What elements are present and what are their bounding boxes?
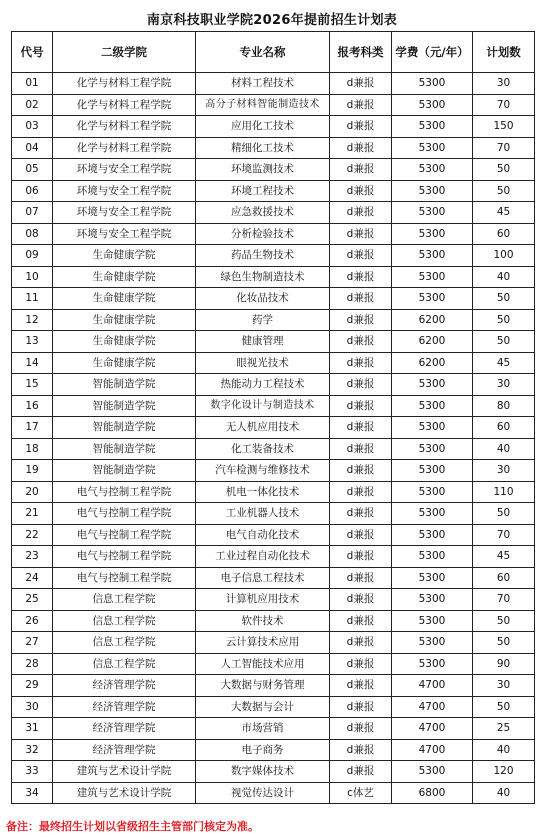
cell-subject: d兼报: [330, 180, 392, 202]
cell-code: 10: [12, 266, 53, 288]
cell-subject: d兼报: [330, 309, 392, 331]
cell-fee: 5300: [392, 460, 473, 482]
cell-plan: 120: [473, 761, 535, 783]
cell-code: 32: [12, 739, 53, 761]
cell-plan: 40: [473, 739, 535, 761]
cell-plan: 40: [473, 438, 535, 460]
cell-subject: d兼报: [330, 761, 392, 783]
table-body: [12, 73, 535, 804]
cell-college: 生命健康学院: [53, 352, 196, 374]
cell-code: 15: [12, 374, 53, 396]
cell-code: 24: [12, 567, 53, 589]
cell-major: 高分子材料智能制造技术: [196, 94, 330, 116]
cell-plan: 100: [473, 245, 535, 267]
footnote: 备注：最终招生计划以省级招生主管部门核定为准。: [6, 820, 259, 833]
cell-college: 信息工程学院: [53, 589, 196, 611]
header-row: [12, 32, 535, 73]
cell-code: 33: [12, 761, 53, 783]
table-row: [12, 137, 535, 159]
cell-subject: d兼报: [330, 567, 392, 589]
cell-plan: 50: [473, 331, 535, 353]
cell-college: 信息工程学院: [53, 610, 196, 632]
table-row: [12, 718, 535, 740]
cell-code: 01: [12, 73, 53, 95]
cell-subject: d兼报: [330, 696, 392, 718]
cell-major: 软件技术: [196, 610, 330, 632]
cell-code: 08: [12, 223, 53, 245]
cell-college: 环境与安全工程学院: [53, 223, 196, 245]
cell-college: 生命健康学院: [53, 245, 196, 267]
cell-plan: 50: [473, 503, 535, 525]
cell-subject: d兼报: [330, 481, 392, 503]
cell-code: 18: [12, 438, 53, 460]
cell-fee: 6200: [392, 309, 473, 331]
cell-plan: 45: [473, 202, 535, 224]
cell-college: 环境与安全工程学院: [53, 159, 196, 181]
table-row: [12, 245, 535, 267]
cell-code: 34: [12, 782, 53, 804]
header-fee: 学费（元/年）: [392, 32, 473, 73]
cell-fee: 5300: [392, 481, 473, 503]
cell-code: 25: [12, 589, 53, 611]
table-row: [12, 460, 535, 482]
cell-code: 09: [12, 245, 53, 267]
cell-major: 数字媒体技术: [196, 761, 330, 783]
cell-plan: 50: [473, 309, 535, 331]
cell-major: 汽车检测与维修技术: [196, 460, 330, 482]
table-row: [12, 567, 535, 589]
cell-major: 人工智能技术应用: [196, 653, 330, 675]
cell-subject: d兼报: [330, 245, 392, 267]
cell-code: 03: [12, 116, 53, 138]
cell-college: 生命健康学院: [53, 266, 196, 288]
table-row: [12, 632, 535, 654]
table-row: [12, 374, 535, 396]
cell-fee: 5300: [392, 245, 473, 267]
cell-major: 药学: [196, 309, 330, 331]
cell-code: 17: [12, 417, 53, 439]
cell-major: 视觉传达设计: [196, 782, 330, 804]
cell-code: 30: [12, 696, 53, 718]
cell-major: 药品生物技术: [196, 245, 330, 267]
cell-fee: 5300: [392, 94, 473, 116]
cell-major: 化妆品技术: [196, 288, 330, 310]
header-subject: 报考科类: [330, 32, 392, 73]
table-row: [12, 675, 535, 697]
table-row: [12, 223, 535, 245]
table-row: [12, 782, 535, 804]
cell-code: 14: [12, 352, 53, 374]
cell-subject: d兼报: [330, 94, 392, 116]
cell-fee: 5300: [392, 266, 473, 288]
cell-plan: 60: [473, 223, 535, 245]
cell-subject: d兼报: [330, 331, 392, 353]
cell-major: 热能动力工程技术: [196, 374, 330, 396]
cell-fee: 5300: [392, 374, 473, 396]
cell-plan: 70: [473, 524, 535, 546]
cell-plan: 45: [473, 546, 535, 568]
cell-code: 13: [12, 331, 53, 353]
cell-subject: d兼报: [330, 460, 392, 482]
cell-code: 04: [12, 137, 53, 159]
table-row: [12, 352, 535, 374]
cell-fee: 4700: [392, 739, 473, 761]
cell-fee: 5300: [392, 438, 473, 460]
cell-college: 信息工程学院: [53, 653, 196, 675]
cell-plan: 70: [473, 589, 535, 611]
cell-subject: d兼报: [330, 632, 392, 654]
cell-major: 精细化工技术: [196, 137, 330, 159]
cell-college: 生命健康学院: [53, 288, 196, 310]
cell-subject: d兼报: [330, 266, 392, 288]
cell-fee: 5300: [392, 546, 473, 568]
cell-fee: 5300: [392, 137, 473, 159]
cell-fee: 5300: [392, 202, 473, 224]
cell-subject: d兼报: [330, 288, 392, 310]
cell-fee: 5300: [392, 524, 473, 546]
cell-plan: 50: [473, 180, 535, 202]
cell-subject: d兼报: [330, 159, 392, 181]
cell-fee: 6200: [392, 352, 473, 374]
cell-major: 环境工程技术: [196, 180, 330, 202]
cell-major: 分析检验技术: [196, 223, 330, 245]
cell-fee: 5300: [392, 116, 473, 138]
header-major: 专业名称: [196, 32, 330, 73]
cell-major: 健康管理: [196, 331, 330, 353]
cell-college: 经济管理学院: [53, 718, 196, 740]
cell-college: 电气与控制工程学院: [53, 567, 196, 589]
cell-code: 12: [12, 309, 53, 331]
table-row: [12, 309, 535, 331]
cell-plan: 45: [473, 352, 535, 374]
table-row: [12, 524, 535, 546]
cell-college: 智能制造学院: [53, 460, 196, 482]
cell-plan: 60: [473, 417, 535, 439]
cell-code: 11: [12, 288, 53, 310]
cell-plan: 40: [473, 782, 535, 804]
cell-subject: d兼报: [330, 223, 392, 245]
cell-college: 建筑与艺术设计学院: [53, 782, 196, 804]
cell-plan: 30: [473, 73, 535, 95]
cell-subject: d兼报: [330, 610, 392, 632]
cell-code: 02: [12, 94, 53, 116]
cell-plan: 60: [473, 567, 535, 589]
cell-major: 市场营销: [196, 718, 330, 740]
table-row: [12, 546, 535, 568]
cell-code: 23: [12, 546, 53, 568]
cell-fee: 5300: [392, 73, 473, 95]
cell-code: 19: [12, 460, 53, 482]
cell-major: 应急救援技术: [196, 202, 330, 224]
header-college: 二级学院: [53, 32, 196, 73]
table-row: [12, 417, 535, 439]
cell-plan: 30: [473, 675, 535, 697]
cell-subject: d兼报: [330, 653, 392, 675]
cell-college: 经济管理学院: [53, 739, 196, 761]
cell-major: 无人机应用技术: [196, 417, 330, 439]
cell-plan: 50: [473, 288, 535, 310]
cell-plan: 50: [473, 610, 535, 632]
cell-major: 材料工程技术: [196, 73, 330, 95]
cell-fee: 5300: [392, 567, 473, 589]
cell-fee: 5300: [392, 223, 473, 245]
cell-college: 环境与安全工程学院: [53, 202, 196, 224]
header-code: 代号: [12, 32, 53, 73]
cell-fee: 5300: [392, 610, 473, 632]
header-plan: 计划数: [473, 32, 535, 73]
cell-college: 化学与材料工程学院: [53, 116, 196, 138]
table-row: [12, 159, 535, 181]
cell-plan: 70: [473, 94, 535, 116]
cell-fee: 5300: [392, 761, 473, 783]
cell-major: 大数据与财务管理: [196, 675, 330, 697]
cell-subject: d兼报: [330, 202, 392, 224]
cell-code: 26: [12, 610, 53, 632]
cell-college: 智能制造学院: [53, 417, 196, 439]
cell-major: 绿色生物制造技术: [196, 266, 330, 288]
cell-subject: d兼报: [330, 137, 392, 159]
cell-plan: 80: [473, 395, 535, 417]
cell-subject: d兼报: [330, 546, 392, 568]
table-header: [12, 32, 535, 73]
page-title: 南京科技职业学院2026年提前招生计划表: [146, 13, 398, 28]
cell-college: 智能制造学院: [53, 438, 196, 460]
cell-fee: 5300: [392, 589, 473, 611]
cell-major: 云计算技术应用: [196, 632, 330, 654]
cell-subject: c体艺: [330, 782, 392, 804]
cell-subject: d兼报: [330, 503, 392, 525]
cell-code: 05: [12, 159, 53, 181]
cell-plan: 90: [473, 653, 535, 675]
cell-major: 电子商务: [196, 739, 330, 761]
table-row: [12, 202, 535, 224]
cell-code: 31: [12, 718, 53, 740]
cell-major: 电气自动化技术: [196, 524, 330, 546]
cell-college: 生命健康学院: [53, 331, 196, 353]
cell-college: 化学与材料工程学院: [53, 73, 196, 95]
cell-major: 工业过程自动化技术: [196, 546, 330, 568]
table-row: [12, 438, 535, 460]
cell-major: 机电一体化技术: [196, 481, 330, 503]
cell-major: 工业机器人技术: [196, 503, 330, 525]
table-row: [12, 180, 535, 202]
table-row: [12, 116, 535, 138]
table-row: [12, 696, 535, 718]
cell-code: 29: [12, 675, 53, 697]
cell-major: 化工装备技术: [196, 438, 330, 460]
cell-code: 27: [12, 632, 53, 654]
cell-plan: 30: [473, 460, 535, 482]
table-row: [12, 503, 535, 525]
cell-fee: 5300: [392, 632, 473, 654]
cell-subject: d兼报: [330, 73, 392, 95]
cell-subject: d兼报: [330, 116, 392, 138]
cell-fee: 6800: [392, 782, 473, 804]
cell-plan: 25: [473, 718, 535, 740]
table-row: [12, 266, 535, 288]
cell-college: 电气与控制工程学院: [53, 524, 196, 546]
cell-plan: 50: [473, 159, 535, 181]
table-row: [12, 73, 535, 95]
cell-code: 28: [12, 653, 53, 675]
cell-plan: 30: [473, 374, 535, 396]
table-row: [12, 761, 535, 783]
table-row: [12, 481, 535, 503]
cell-college: 信息工程学院: [53, 632, 196, 654]
cell-plan: 70: [473, 137, 535, 159]
cell-plan: 50: [473, 696, 535, 718]
table-row: [12, 610, 535, 632]
cell-college: 环境与安全工程学院: [53, 180, 196, 202]
cell-code: 07: [12, 202, 53, 224]
cell-code: 06: [12, 180, 53, 202]
table-row: [12, 331, 535, 353]
cell-subject: d兼报: [330, 352, 392, 374]
cell-college: 电气与控制工程学院: [53, 503, 196, 525]
cell-code: 22: [12, 524, 53, 546]
cell-college: 化学与材料工程学院: [53, 94, 196, 116]
cell-subject: d兼报: [330, 718, 392, 740]
cell-major: 环境监测技术: [196, 159, 330, 181]
cell-college: 生命健康学院: [53, 309, 196, 331]
cell-major: 应用化工技术: [196, 116, 330, 138]
table-row: [12, 288, 535, 310]
cell-fee: 4700: [392, 675, 473, 697]
cell-fee: 5300: [392, 417, 473, 439]
cell-fee: 6200: [392, 331, 473, 353]
cell-major: 眼视光技术: [196, 352, 330, 374]
enrollment-plan-table: [11, 31, 535, 804]
cell-college: 经济管理学院: [53, 675, 196, 697]
cell-plan: 150: [473, 116, 535, 138]
cell-fee: 4700: [392, 718, 473, 740]
cell-fee: 4700: [392, 696, 473, 718]
cell-plan: 110: [473, 481, 535, 503]
cell-subject: d兼报: [330, 417, 392, 439]
cell-subject: d兼报: [330, 739, 392, 761]
cell-college: 电气与控制工程学院: [53, 546, 196, 568]
cell-college: 智能制造学院: [53, 374, 196, 396]
cell-college: 经济管理学院: [53, 696, 196, 718]
cell-fee: 5300: [392, 503, 473, 525]
cell-subject: d兼报: [330, 395, 392, 417]
cell-major: 数字化设计与制造技术: [196, 395, 330, 417]
cell-subject: d兼报: [330, 589, 392, 611]
cell-code: 20: [12, 481, 53, 503]
cell-plan: 50: [473, 632, 535, 654]
cell-fee: 5300: [392, 288, 473, 310]
table-row: [12, 589, 535, 611]
cell-college: 建筑与艺术设计学院: [53, 761, 196, 783]
cell-college: 电气与控制工程学院: [53, 481, 196, 503]
cell-subject: d兼报: [330, 438, 392, 460]
cell-subject: d兼报: [330, 675, 392, 697]
table-row: [12, 653, 535, 675]
table-row: [12, 739, 535, 761]
cell-major: 计算机应用技术: [196, 589, 330, 611]
cell-code: 16: [12, 395, 53, 417]
cell-plan: 40: [473, 266, 535, 288]
table-row: [12, 395, 535, 417]
cell-fee: 5300: [392, 653, 473, 675]
table-row: [12, 94, 535, 116]
cell-major: 大数据与会计: [196, 696, 330, 718]
cell-major: 电子信息工程技术: [196, 567, 330, 589]
cell-fee: 5300: [392, 159, 473, 181]
cell-fee: 5300: [392, 180, 473, 202]
cell-subject: d兼报: [330, 374, 392, 396]
cell-code: 21: [12, 503, 53, 525]
cell-college: 智能制造学院: [53, 395, 196, 417]
cell-fee: 5300: [392, 395, 473, 417]
cell-college: 化学与材料工程学院: [53, 137, 196, 159]
cell-subject: d兼报: [330, 524, 392, 546]
